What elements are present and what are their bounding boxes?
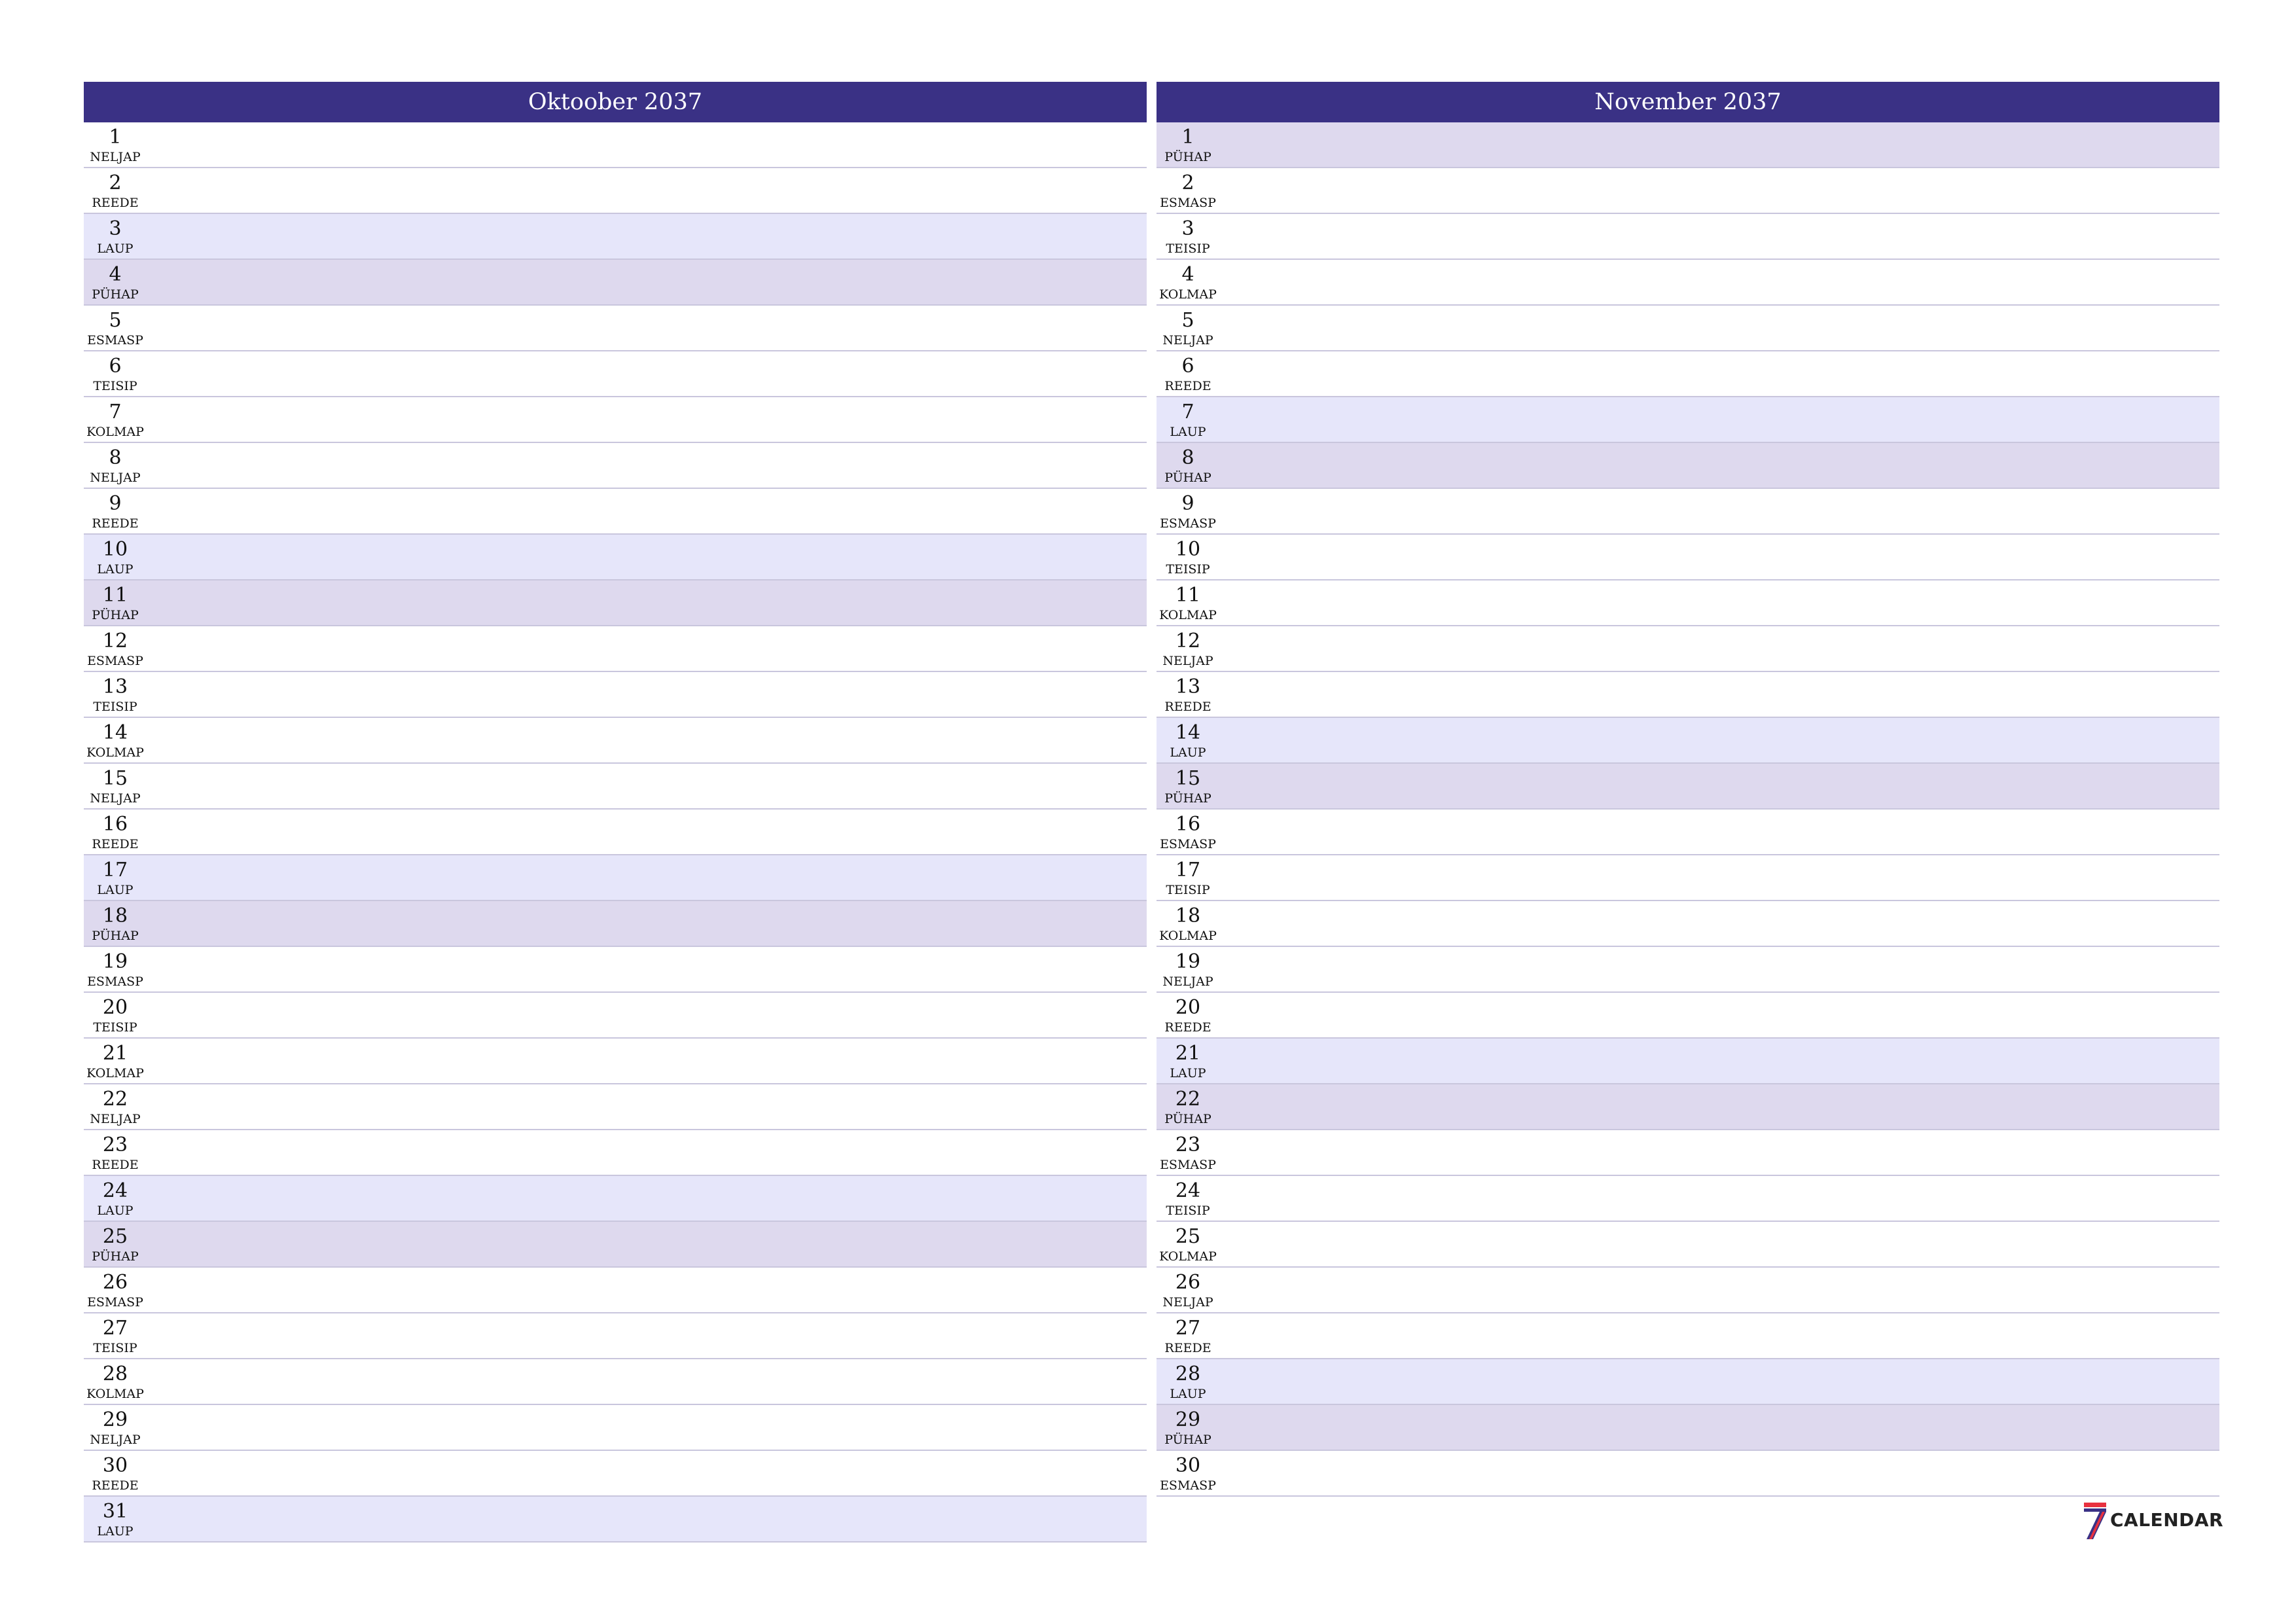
day-row[interactable] bbox=[1157, 535, 2219, 580]
day-number: 19 bbox=[1175, 950, 1201, 973]
day-name: NELJAP bbox=[1162, 974, 1213, 989]
day-name: REEDE bbox=[1164, 700, 1211, 714]
day-row[interactable] bbox=[1157, 397, 2219, 443]
day-name: NELJAP bbox=[90, 1433, 141, 1447]
day-row[interactable] bbox=[1157, 1130, 2219, 1176]
day-number: 27 bbox=[102, 1317, 128, 1340]
day-number: 23 bbox=[1175, 1133, 1201, 1156]
day-number: 19 bbox=[102, 950, 128, 973]
day-name: PÜHAP bbox=[92, 608, 139, 622]
day-name: KOLMAP bbox=[86, 425, 144, 439]
day-number: 7 bbox=[1181, 401, 1194, 423]
day-number: 11 bbox=[1175, 584, 1201, 607]
day-row[interactable] bbox=[1157, 718, 2219, 764]
day-number: 7 bbox=[109, 401, 122, 423]
day-row[interactable] bbox=[84, 1222, 1147, 1268]
day-name: PÜHAP bbox=[92, 287, 139, 302]
day-name: REEDE bbox=[1164, 1341, 1211, 1355]
day-row[interactable] bbox=[1157, 764, 2219, 810]
day-name: ESMASP bbox=[1160, 1478, 1216, 1493]
day-row[interactable] bbox=[84, 443, 1147, 489]
day-name: LAUP bbox=[1170, 425, 1206, 439]
day-number: 15 bbox=[1175, 767, 1201, 790]
day-name: TEISIP bbox=[93, 700, 137, 714]
day-row[interactable] bbox=[1157, 1405, 2219, 1451]
day-row[interactable] bbox=[1157, 306, 2219, 351]
day-name: PÜHAP bbox=[1164, 150, 1211, 164]
day-name: KOLMAP bbox=[1159, 287, 1217, 302]
day-number: 9 bbox=[1181, 492, 1194, 515]
day-row[interactable] bbox=[1157, 901, 2219, 947]
day-number: 18 bbox=[102, 904, 128, 927]
day-row[interactable] bbox=[1157, 122, 2219, 168]
day-number: 29 bbox=[1175, 1408, 1201, 1431]
day-number: 25 bbox=[102, 1225, 128, 1248]
day-row[interactable] bbox=[84, 122, 1147, 168]
day-number: 5 bbox=[1181, 309, 1194, 332]
day-name: NELJAP bbox=[90, 791, 141, 806]
day-row[interactable] bbox=[1157, 993, 2219, 1039]
day-number: 3 bbox=[109, 217, 122, 240]
day-number: 26 bbox=[102, 1271, 128, 1294]
day-name: TEISIP bbox=[1166, 883, 1210, 897]
day-row[interactable] bbox=[84, 1359, 1147, 1405]
day-row[interactable] bbox=[84, 306, 1147, 351]
day-row[interactable] bbox=[1157, 1268, 2219, 1313]
day-number: 27 bbox=[1175, 1317, 1201, 1340]
month-title: November 2037 bbox=[1157, 82, 2219, 122]
day-number: 4 bbox=[109, 263, 122, 286]
day-row[interactable] bbox=[84, 901, 1147, 947]
day-row[interactable] bbox=[84, 1268, 1147, 1313]
day-number: 1 bbox=[109, 126, 122, 149]
day-number: 14 bbox=[102, 721, 128, 744]
day-row[interactable] bbox=[84, 351, 1147, 397]
day-number: 22 bbox=[102, 1088, 128, 1111]
day-row[interactable] bbox=[1157, 626, 2219, 672]
day-row[interactable] bbox=[84, 1313, 1147, 1359]
day-row[interactable] bbox=[1157, 672, 2219, 718]
day-name: PÜHAP bbox=[92, 1249, 139, 1264]
day-name: PÜHAP bbox=[1164, 791, 1211, 806]
day-name: KOLMAP bbox=[86, 1387, 144, 1401]
day-list bbox=[1157, 122, 2219, 1497]
day-row[interactable] bbox=[84, 764, 1147, 810]
day-name: ESMASP bbox=[87, 333, 143, 348]
calendar-logo[interactable] bbox=[2080, 1503, 2224, 1539]
day-name: NELJAP bbox=[90, 1112, 141, 1126]
day-name: TEISIP bbox=[93, 1020, 137, 1035]
day-row[interactable] bbox=[84, 214, 1147, 260]
day-name: PÜHAP bbox=[1164, 471, 1211, 485]
day-row[interactable] bbox=[1157, 580, 2219, 626]
day-name: KOLMAP bbox=[1159, 1249, 1217, 1264]
day-number: 24 bbox=[102, 1179, 128, 1202]
seven-logo-icon bbox=[2080, 1503, 2109, 1539]
day-row[interactable] bbox=[84, 855, 1147, 901]
day-name: REEDE bbox=[92, 516, 139, 531]
day-row[interactable] bbox=[1157, 947, 2219, 993]
day-number: 2 bbox=[109, 171, 122, 194]
day-name: ESMASP bbox=[87, 654, 143, 668]
day-number: 30 bbox=[102, 1454, 128, 1477]
day-number: 11 bbox=[102, 584, 128, 607]
day-row[interactable] bbox=[84, 672, 1147, 718]
day-name: TEISIP bbox=[1166, 241, 1210, 256]
day-name: KOLMAP bbox=[86, 745, 144, 760]
day-number: 6 bbox=[109, 355, 122, 378]
day-name: ESMASP bbox=[1160, 196, 1216, 210]
day-name: TEISIP bbox=[1166, 562, 1210, 577]
day-row[interactable] bbox=[84, 1405, 1147, 1451]
day-number: 31 bbox=[102, 1500, 128, 1523]
day-number: 17 bbox=[102, 859, 128, 882]
day-number: 13 bbox=[102, 675, 128, 698]
day-name: ESMASP bbox=[1160, 516, 1216, 531]
day-number: 3 bbox=[1181, 217, 1194, 240]
day-row[interactable] bbox=[84, 993, 1147, 1039]
day-row[interactable] bbox=[1157, 855, 2219, 901]
day-row[interactable] bbox=[1157, 168, 2219, 214]
day-row[interactable] bbox=[84, 168, 1147, 214]
day-row[interactable] bbox=[1157, 1451, 2219, 1497]
day-row[interactable] bbox=[1157, 1084, 2219, 1130]
day-number: 9 bbox=[109, 492, 122, 515]
day-row[interactable] bbox=[1157, 810, 2219, 855]
day-number: 10 bbox=[102, 538, 128, 561]
day-row[interactable] bbox=[1157, 1222, 2219, 1268]
day-row[interactable] bbox=[84, 489, 1147, 535]
day-number: 12 bbox=[1175, 630, 1201, 652]
day-number: 28 bbox=[1175, 1363, 1201, 1385]
day-row[interactable] bbox=[84, 1176, 1147, 1222]
day-number: 5 bbox=[109, 309, 122, 332]
day-number: 16 bbox=[102, 813, 128, 836]
month-october bbox=[84, 82, 1147, 1543]
day-number: 26 bbox=[1175, 1271, 1201, 1294]
day-name: LAUP bbox=[1170, 745, 1206, 760]
day-name: LAUP bbox=[97, 883, 134, 897]
day-name: LAUP bbox=[1170, 1387, 1206, 1401]
day-row[interactable] bbox=[84, 580, 1147, 626]
day-row[interactable] bbox=[84, 1084, 1147, 1130]
day-name: LAUP bbox=[97, 241, 134, 256]
logo-text: CALENDAR bbox=[2110, 1509, 2224, 1531]
day-row[interactable] bbox=[84, 1130, 1147, 1176]
day-name: REEDE bbox=[92, 837, 139, 851]
day-name: KOLMAP bbox=[1159, 929, 1217, 943]
day-number: 18 bbox=[1175, 904, 1201, 927]
day-row[interactable] bbox=[84, 1039, 1147, 1084]
day-row[interactable] bbox=[84, 626, 1147, 672]
day-name: NELJAP bbox=[1162, 333, 1213, 348]
day-name: TEISIP bbox=[93, 379, 137, 393]
month-november bbox=[1157, 82, 2219, 1497]
day-name: TEISIP bbox=[93, 1341, 137, 1355]
day-row[interactable] bbox=[1157, 1176, 2219, 1222]
day-number: 23 bbox=[102, 1133, 128, 1156]
day-name: LAUP bbox=[97, 1524, 134, 1539]
day-row[interactable] bbox=[1157, 351, 2219, 397]
day-number: 24 bbox=[1175, 1179, 1201, 1202]
day-number: 12 bbox=[102, 630, 128, 652]
day-name: REEDE bbox=[92, 1478, 139, 1493]
day-name: ESMASP bbox=[87, 1295, 143, 1310]
day-number: 21 bbox=[102, 1042, 128, 1065]
day-name: TEISIP bbox=[1166, 1204, 1210, 1218]
day-number: 16 bbox=[1175, 813, 1201, 836]
day-row[interactable] bbox=[1157, 260, 2219, 306]
day-name: LAUP bbox=[97, 562, 134, 577]
day-number: 13 bbox=[1175, 675, 1201, 698]
day-number: 4 bbox=[1181, 263, 1194, 286]
day-row[interactable] bbox=[1157, 1359, 2219, 1405]
day-number: 22 bbox=[1175, 1088, 1201, 1111]
day-row[interactable] bbox=[84, 1451, 1147, 1497]
day-number: 25 bbox=[1175, 1225, 1201, 1248]
day-number: 15 bbox=[102, 767, 128, 790]
day-number: 30 bbox=[1175, 1454, 1201, 1477]
day-name: NELJAP bbox=[90, 150, 141, 164]
day-number: 8 bbox=[109, 446, 122, 469]
day-name: PÜHAP bbox=[1164, 1433, 1211, 1447]
day-number: 17 bbox=[1175, 859, 1201, 882]
day-number: 8 bbox=[1181, 446, 1194, 469]
day-number: 10 bbox=[1175, 538, 1201, 561]
month-title: Oktoober 2037 bbox=[84, 82, 1147, 122]
day-row[interactable] bbox=[84, 947, 1147, 993]
day-number: 14 bbox=[1175, 721, 1201, 744]
day-name: ESMASP bbox=[1160, 1158, 1216, 1172]
day-number: 28 bbox=[102, 1363, 128, 1385]
day-row[interactable] bbox=[1157, 443, 2219, 489]
day-name: REEDE bbox=[92, 1158, 139, 1172]
day-row[interactable] bbox=[84, 718, 1147, 764]
day-number: 1 bbox=[1181, 126, 1194, 149]
day-name: KOLMAP bbox=[86, 1066, 144, 1080]
day-name: NELJAP bbox=[1162, 1295, 1213, 1310]
day-number: 20 bbox=[1175, 996, 1201, 1019]
day-row[interactable] bbox=[1157, 214, 2219, 260]
day-name: NELJAP bbox=[90, 471, 141, 485]
day-name: NELJAP bbox=[1162, 654, 1213, 668]
day-name: PÜHAP bbox=[1164, 1112, 1211, 1126]
day-row[interactable] bbox=[84, 260, 1147, 306]
day-row[interactable] bbox=[84, 1497, 1147, 1543]
day-name: KOLMAP bbox=[1159, 608, 1217, 622]
day-number: 6 bbox=[1181, 355, 1194, 378]
day-name: LAUP bbox=[1170, 1066, 1206, 1080]
day-number: 29 bbox=[102, 1408, 128, 1431]
day-name: REEDE bbox=[1164, 379, 1211, 393]
day-number: 21 bbox=[1175, 1042, 1201, 1065]
day-row[interactable] bbox=[84, 397, 1147, 443]
day-name: REEDE bbox=[92, 196, 139, 210]
day-row[interactable] bbox=[1157, 1313, 2219, 1359]
day-number: 2 bbox=[1181, 171, 1194, 194]
day-list bbox=[84, 122, 1147, 1543]
day-name: PÜHAP bbox=[92, 929, 139, 943]
day-name: ESMASP bbox=[87, 974, 143, 989]
day-name: ESMASP bbox=[1160, 837, 1216, 851]
day-row[interactable] bbox=[1157, 489, 2219, 535]
day-number: 20 bbox=[102, 996, 128, 1019]
day-name: LAUP bbox=[97, 1204, 134, 1218]
day-row[interactable] bbox=[84, 810, 1147, 855]
day-name: REEDE bbox=[1164, 1020, 1211, 1035]
day-row[interactable] bbox=[84, 535, 1147, 580]
day-row[interactable] bbox=[1157, 1039, 2219, 1084]
